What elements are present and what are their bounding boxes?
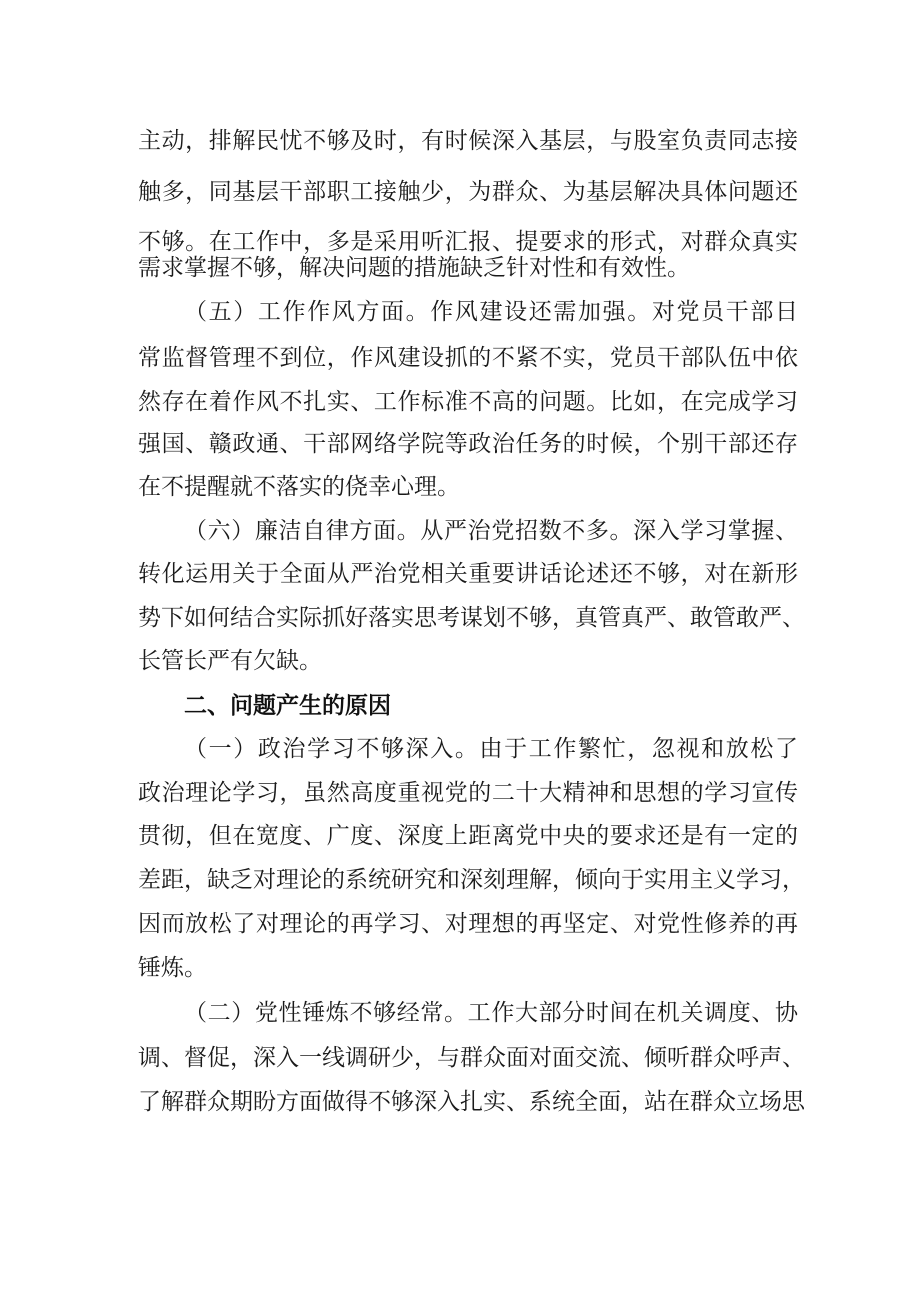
paragraph-line: 常监督管理不到位，作风建设抓的不紧不实，党员干部队伍中依 xyxy=(138,345,798,371)
paragraph-line: 强国、赣政通、干部网络学院等政治任务的时候，个别干部还存 xyxy=(138,431,798,457)
paragraph-line: 了解群众期盼方面做得不够深入扎实、系统全面，站在群众立场思 xyxy=(138,1089,805,1115)
paragraph-line: 主动，排解民忧不够及时，有时候深入基层，与股室负责同志接 xyxy=(138,128,798,154)
paragraph-line: 势下如何结合实际抓好落实思考谋划不够，真管真严、敢管敢严、 xyxy=(138,605,805,631)
paragraph-line: 不够。在工作中，多是采用听汇报、提要求的形式，对群众真实 xyxy=(138,229,798,255)
paragraph-line: 在不提醒就不落实的侥幸心理。 xyxy=(138,474,460,500)
paragraph-line: 锤炼。 xyxy=(138,955,207,981)
paragraph-line: 转化运用关于全面从严治党相关重要讲话论述还不够，对在新形 xyxy=(138,561,798,587)
paragraph-line: 贯彻，但在宽度、广度、深度上距离党中央的要求还是有一定的 xyxy=(138,823,798,849)
paragraph-line: 触多，同基层干部职工接触少，为群众、为基层解决具体问题还 xyxy=(138,179,798,205)
section-six-line: （六）廉洁自律方面。从严治党招数不多。深入学习掌握、 xyxy=(184,518,798,544)
paragraph-line: 差距，缺乏对理论的系统研究和深刻理解，倾向于实用主义学习， xyxy=(138,867,805,893)
section-heading: 二、问题产生的原因 xyxy=(184,693,391,719)
paragraph-line: 政治理论学习，虽然高度重视党的二十大精神和思想的学习宣传 xyxy=(138,780,798,806)
paragraph-line: 需求掌握不够，解决问题的措施缺乏针对性和有效性。 xyxy=(138,255,690,281)
paragraph-line: 长管长严有欠缺。 xyxy=(138,648,322,674)
section-five-line: （五）工作作风方面。作风建设还需加强。对党员干部日 xyxy=(184,299,798,325)
paragraph-line: 调、督促，深入一线调研少，与群众面对面交流、倾听群众呼声、 xyxy=(138,1045,805,1071)
section-two-line: （二）党性锤炼不够经常。工作大部分时间在机关调度、协 xyxy=(184,1000,798,1026)
paragraph-line: 因而放松了对理论的再学习、对理想的再坚定、对党性修养的再 xyxy=(138,911,798,937)
paragraph-line: 然存在着作风不扎实、工作标准不高的问题。比如，在完成学习 xyxy=(138,389,798,415)
section-one-line: （一）政治学习不够深入。由于工作繁忙，忽视和放松了 xyxy=(184,736,798,762)
